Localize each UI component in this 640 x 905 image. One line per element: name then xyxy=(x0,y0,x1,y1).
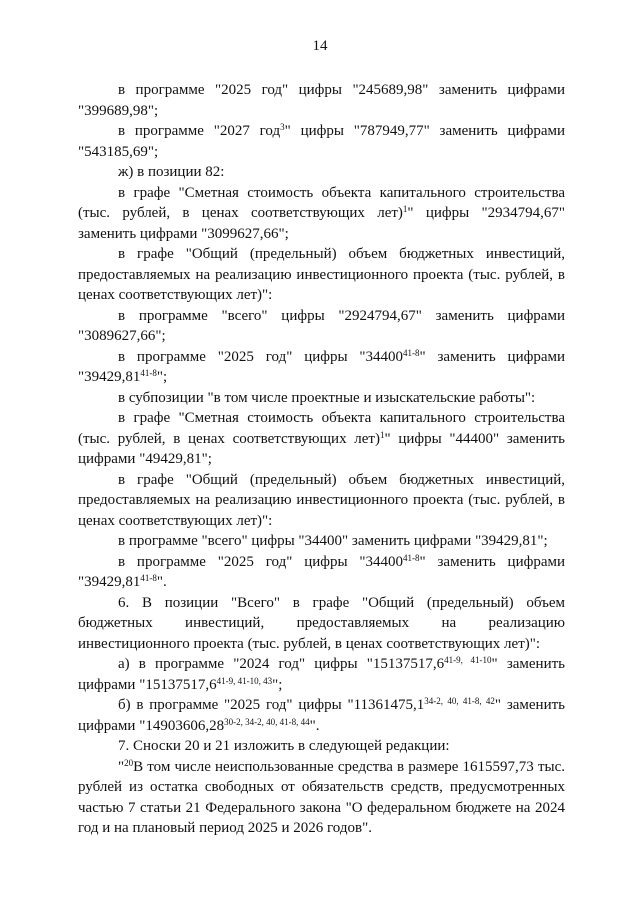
paragraph xyxy=(78,162,565,183)
footnote-ref: 41-8 xyxy=(403,552,420,563)
text-run: "; xyxy=(272,676,283,693)
paragraph xyxy=(78,736,565,757)
text-run: в программе "всего" цифры "34400" заменить цифрами "39429,81"; xyxy=(118,533,548,549)
footnote-ref: 1 xyxy=(402,204,408,214)
text-run: в программе "всего" цифры "2924794,67" заменить цифрами "3089627,66"; xyxy=(78,307,565,344)
footnote-ref: 3 xyxy=(280,122,285,132)
text-run: " xyxy=(118,758,125,775)
paragraph xyxy=(78,244,565,306)
paragraph xyxy=(78,347,565,388)
text-run: в программе "2025 год" цифры "34400 xyxy=(118,553,404,570)
paragraph xyxy=(78,757,565,839)
paragraph xyxy=(78,121,565,162)
text-run: ". xyxy=(309,717,320,734)
text-run: в графе "Сметная стоимость объекта капитального строительства (тыс. рублей, в ценах соответствующих лет) xyxy=(78,410,565,447)
footnote-ref: 1 xyxy=(379,429,385,440)
text-run: 7. Сноски 20 и 21 изложить в следующей редакции: xyxy=(118,738,450,754)
footnote-ref: 20 xyxy=(124,757,134,768)
text-run: ". xyxy=(156,574,167,590)
paragraph xyxy=(78,80,565,121)
footnote-ref: 41-8 xyxy=(140,573,157,583)
footnote-ref: 41-8 xyxy=(140,368,157,378)
paragraph xyxy=(78,654,565,695)
text-run: в программе "2025 год" цифры "34400 xyxy=(118,348,404,365)
text-run: " цифры "44400" заменить цифрами "49429,81"; xyxy=(78,430,566,467)
text-run: ж) в позиции 82: xyxy=(118,164,225,180)
text-run: "; xyxy=(156,369,168,385)
footnote-ref: 30-2, 34-2, 40, 41-8, 44 xyxy=(224,716,310,727)
text-run: " заменить цифрами "15137517,6 xyxy=(78,656,565,693)
text-run: в графе "Общий (предельный) объем бюджетных инвестиций, предоставляемых на реализацию инвестиционного проекта (тыс. рублей, в ценах соответствующих лет)": xyxy=(78,246,565,303)
text-run: В том числе неиспользованные средства в размере 1615597,73 тыс. рублей из остатка свободных от обязательств средств, предусмотренных частью 7 статьи 21 Федерального закона "О федеральном бюджете на 2024 год и на плановый период 2025 и 2026 годов". xyxy=(78,758,565,836)
text-run: в субпозиции "в том числе проектные и изыскательские работы": xyxy=(118,389,536,406)
page-number: 14 xyxy=(312,38,328,54)
document-body xyxy=(78,80,565,839)
text-run: 6. В позиции "Всего" в графе "Общий (предельный) объем бюджетных инвестиций, предоставляемых на реализацию инвестиционного проекта (тыс. рублей, в ценах соответствующих лет)": xyxy=(78,594,565,652)
text-run: в программе "2027 год xyxy=(118,123,281,139)
paragraph xyxy=(78,552,565,593)
paragraph xyxy=(78,388,565,409)
paragraph xyxy=(78,470,565,532)
text-run: " заменить цифрами "39429,81 xyxy=(78,348,565,385)
paragraph xyxy=(78,306,565,347)
footnote-ref: 41-9, 41-10, 43 xyxy=(216,675,273,686)
text-run: а) в программе "2024 год" цифры "15137517,6 xyxy=(118,656,445,672)
text-run: в программе "2025 год" цифры "245689,98" заменить цифрами "399689,98"; xyxy=(78,82,565,119)
text-run: " цифры "2934794,67" заменить цифрами "3099627,66"; xyxy=(78,205,565,242)
text-run: в графе "Сметная стоимость объекта капитального строительства (тыс. рублей, в ценах соответствующих лет) xyxy=(78,184,565,221)
paragraph xyxy=(78,408,565,470)
paragraph xyxy=(78,531,565,552)
paragraph xyxy=(78,695,565,736)
text-run: " заменить цифрами "14903606,28 xyxy=(78,697,565,734)
footnote-ref: 41-8 xyxy=(403,347,420,358)
text-run: " заменить цифрами "39429,81 xyxy=(78,553,565,590)
paragraph xyxy=(78,593,565,655)
footnote-ref: 34-2, 40, 41-8, 42 xyxy=(424,696,495,706)
text-run: в графе "Общий (предельный) объем бюджетных инвестиций, предоставляемых на реализацию инвестиционного проекта (тыс. рублей, в ценах соответствующих лет)": xyxy=(78,471,565,529)
text-run: б) в программе "2025 год" цифры "11361475,1 xyxy=(118,697,425,713)
paragraph xyxy=(78,183,565,245)
footnote-ref: 41-9, 41-10 xyxy=(444,655,492,665)
text-run: " цифры "787949,77" заменить цифрами "543185,69"; xyxy=(78,123,565,160)
